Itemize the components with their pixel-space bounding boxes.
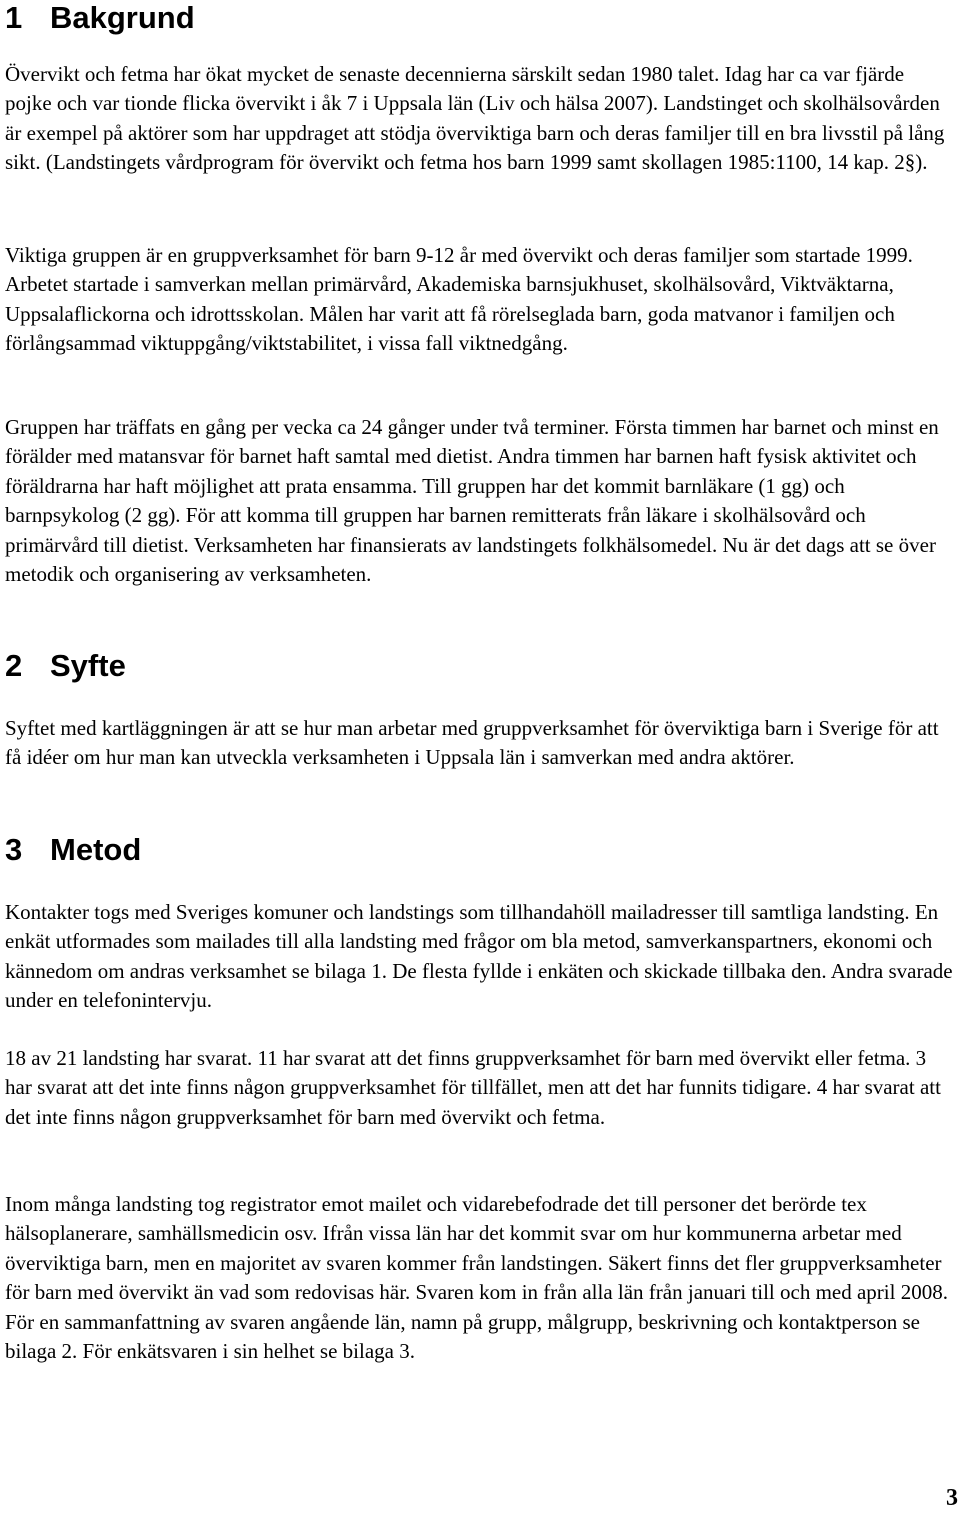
section-number: 3 [5, 832, 23, 867]
paragraph: Syftet med kartläggningen är att se hur man arbetar med gruppverksamhet för överviktiga barn i Sverige för att få idéer om hur man kan utveckla verksamheten i Uppsala län i samverkan med andra aktörer. [5, 716, 939, 770]
paragraph: Gruppen har träffats en gång per vecka ca 24 gånger under två terminer. Första timmen har barnet och minst en förälder med matansvar för barnet haft samtal med dietist. Andra timmen har barnen haft fysisk aktivitet och föräldrarna har haft möjlighet att prata ensamma. Till gruppen har det kommit barnläkare (1 gg) och barnpsykolog (2 gg). För att komma till gruppen har barnen remitterats från läkare i skolhälsovård och primärvård till dietist. Verksamheten har finansierats av landstingets folkhälsomedel. Nu är det dags att se över metodik och organisering av verksamheten. [5, 415, 939, 587]
section-title: Syfte [50, 648, 126, 683]
section-number: 2 [5, 648, 23, 683]
paragraph: Kontakter togs med Sveriges komuner och landstings som tillhandahöll mailadresser till samtliga landsting. En enkät utformades som mailades till alla landsting med frågor om bla metod, samverkanspartners, ekonomi och kännedom om andras verksamhet se bilaga 1. De flesta fyllde i enkäten och skickade tillbaka den. Andra svarade under en telefonintervju. [5, 900, 953, 1013]
page-number: 3 [946, 1485, 958, 1511]
paragraph: Övervikt och fetma har ökat mycket de senaste decennierna särskilt sedan 1980 talet. Idag har ca var fjärde pojke och var tionde flicka övervikt i åk 7 i Uppsala län (Liv och hälsa 2007). Landstinget och skolhälsovården är exempel på aktörer som har uppdraget att stödja överviktiga barn och deras familjer till en bra livsstil på lång sikt. (Landstingets vårdprogram för övervikt och fetma hos barn 1999 samt skollagen 1985:1100, 14 kap. 2§). [5, 62, 945, 175]
paragraph: Viktiga gruppen är en gruppverksamhet för barn 9-12 år med övervikt och deras familjer som startade 1999. Arbetet startade i samverkan mellan primärvård, Akademiska barnsjukhuset, skolhälsovård, Viktväktarna, Uppsalaflickorna och idrottsskolan. Målen har varit att få rörelseglada barn, goda matvanor i familjen och förlångsammad viktuppgång/viktstabilitet, i vissa fall viktnedgång. [5, 243, 913, 356]
section-title: Bakgrund [50, 0, 195, 35]
section-heading-metod [5, 832, 141, 868]
section-heading-syfte [5, 648, 126, 684]
paragraph: Inom många landsting tog registrator emot mailet och vidarebefodrade det till personer det berörde tex hälsoplanerare, samhällsmedicin osv. Ifrån vissa län har det kommit svar om hur kommunerna arbetar med överviktiga barn, men en majoritet av svaren kommer från landstingen. Säkert finns det fler gruppverksamheter för barn med övervikt än vad som redovisas här. Svaren kom in från alla län från januari till och med april 2008. För en sammanfattning av svaren angående län, namn på grupp, målgrupp, beskrivning och kontaktperson se bilaga 2. För enkätsvaren i sin helhet se bilaga 3. [5, 1192, 948, 1364]
section-heading-bakgrund [5, 0, 195, 36]
section-title: Metod [50, 832, 142, 867]
section-number: 1 [5, 0, 23, 35]
paragraph: 18 av 21 landsting har svarat. 11 har svarat att det finns gruppverksamhet för barn med övervikt eller fetma. 3 har svarat att det inte finns någon gruppverksamhet för tillfället, men att det har funnits tidigare. 4 har svarat att det inte finns någon gruppverksamhet för barn med övervikt och fetma. [5, 1046, 941, 1129]
